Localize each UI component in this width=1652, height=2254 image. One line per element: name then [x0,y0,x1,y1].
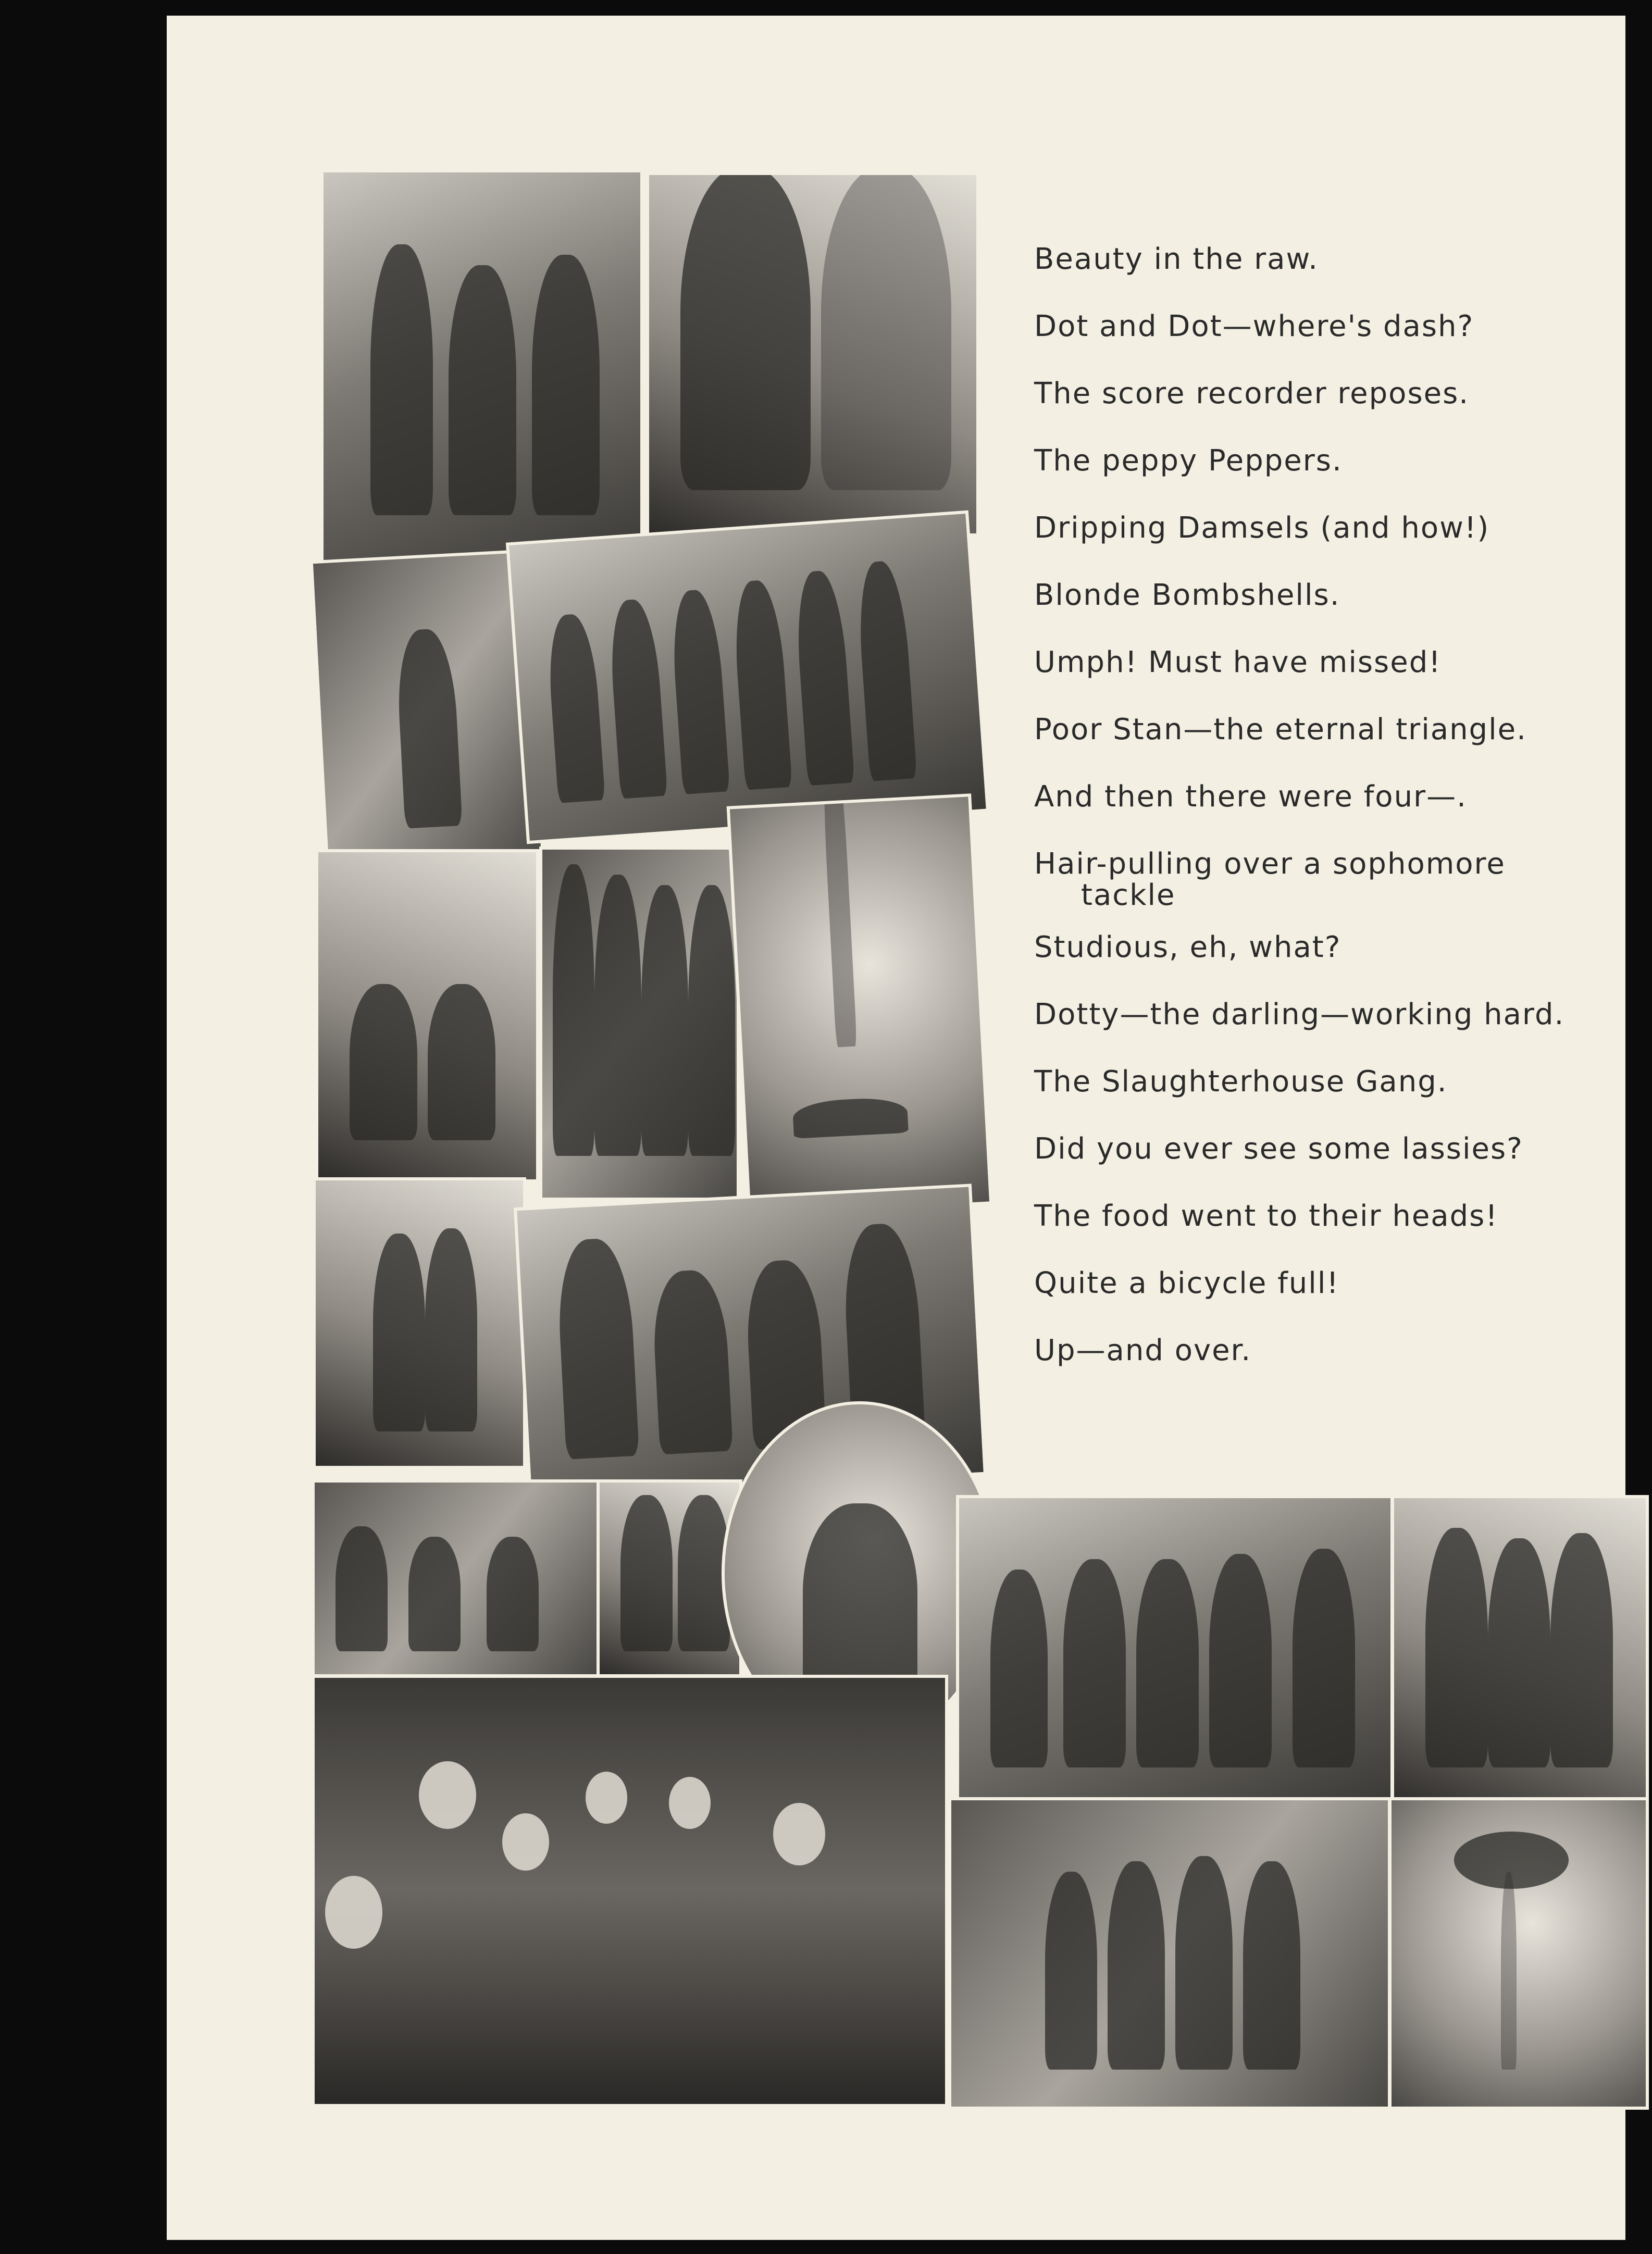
caption-15: The food went to their heads! [1034,1199,1498,1233]
caption-4: The peppy Peppers. [1034,444,1343,478]
caption-8: Poor Stan—the eternal triangle. [1034,713,1527,746]
caption-13: The Slaughterhouse Gang. [1034,1065,1448,1099]
photo-three-girls [320,169,643,565]
photo-four-girls [539,846,740,1201]
caption-2: Dot and Dot—where's dash? [1034,309,1474,343]
caption-1: Beauty in the raw. [1034,242,1319,276]
caption-11: Studious, eh, what? [1034,930,1342,964]
photo-three-women [1391,1495,1649,1808]
photo-studious-pair [313,1177,526,1469]
photo-field-tackle [727,793,993,1217]
caption-10-line-2: tackle [1081,878,1176,912]
caption-14: Did you ever see some lassies? [1034,1132,1523,1166]
photo-water-tower [1388,1797,1649,2110]
caption-12: Dotty—the darling—working hard. [1034,998,1565,1031]
photo-two-girls-books [597,1479,742,1677]
caption-17: Up—and over. [1034,1334,1252,1367]
photo-slaughterhouse-gang [956,1495,1394,1808]
caption-3: The score recorder reposes. [1034,377,1470,410]
photo-two-girls [646,172,979,537]
photo-bicycle-group [948,1797,1391,2110]
caption-7: Umph! Must have missed! [1034,645,1442,679]
photo-banquet [312,1675,948,2107]
caption-list [1034,244,1607,1402]
caption-16: Quite a bicycle full! [1034,1266,1339,1300]
caption-5: Dripping Damsels (and how!) [1034,511,1490,545]
photo-girls-boat [315,849,539,1182]
caption-6: Blonde Bombshells. [1034,578,1340,612]
photo-group-line [506,510,989,844]
photo-lassies [312,1479,601,1677]
caption-10 [1034,849,1607,932]
caption-10-line-1: Hair-pulling over a sophomore [1034,847,1506,881]
caption-9: And then there were four—. [1034,780,1467,814]
